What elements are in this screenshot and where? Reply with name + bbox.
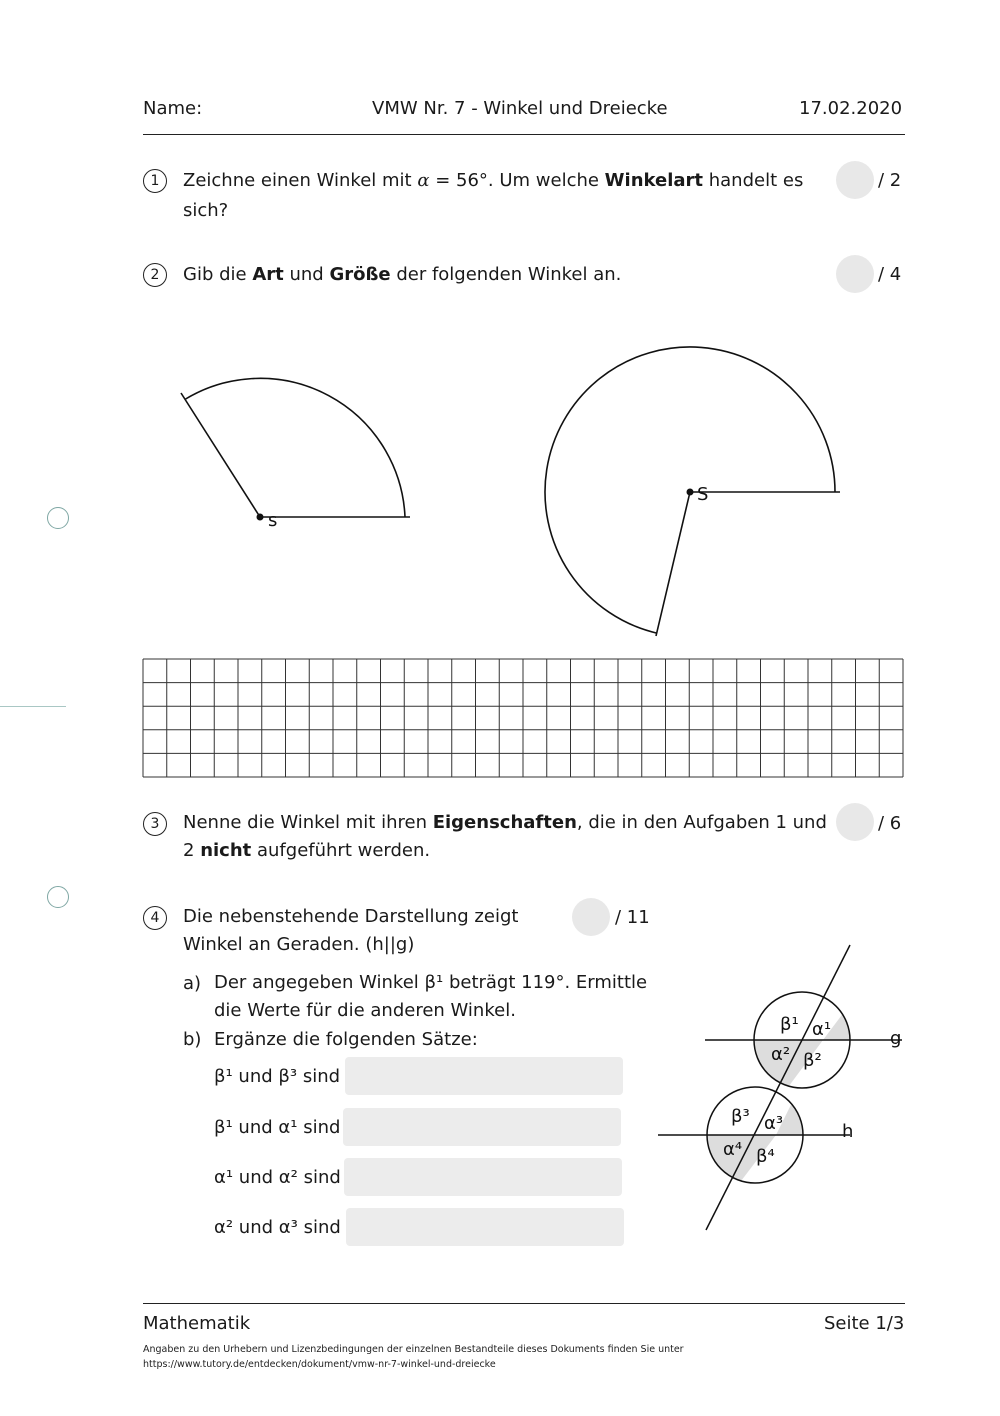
- sentence-2-answer-field[interactable]: [343, 1108, 621, 1146]
- label-beta2: β²: [803, 1050, 822, 1071]
- task4a-line1: Der angegeben Winkel β¹ beträgt 119°. Ermittle: [214, 972, 648, 993]
- task4a-label: a): [183, 973, 202, 994]
- name-label: Name:: [143, 98, 203, 119]
- task4a-line2: die Werte für die anderen Winkel.: [214, 1000, 516, 1021]
- worksheet-title: VMW Nr. 7 - Winkel und Dreiecke: [372, 98, 668, 119]
- task-number-4: 4: [143, 906, 167, 930]
- vertex-label-2: S: [697, 484, 709, 505]
- task3-line1-bold: Eigenschaften: [432, 812, 577, 833]
- worksheet-date: 17.02.2020: [799, 98, 903, 119]
- footer-subject: Mathematik: [143, 1313, 251, 1334]
- task-number-1: 1: [143, 169, 167, 193]
- task3-line1-post: , die in den Aufgaben 1 und: [576, 812, 827, 833]
- task2-post: der folgenden Winkel an.: [390, 264, 622, 285]
- task-number-2: 2: [143, 263, 167, 287]
- parallel-lines-figure: [650, 935, 920, 1235]
- label-line-g: g: [890, 1028, 902, 1049]
- transversal: [706, 945, 850, 1230]
- footer-page-number: Seite 1/3: [824, 1313, 905, 1334]
- task4-line2: Winkel an Geraden. (h||g): [183, 934, 415, 955]
- task4-intro: [183, 903, 518, 959]
- sentence-4-answer-field[interactable]: [346, 1208, 624, 1246]
- label-beta1: β¹: [780, 1014, 799, 1035]
- task3-line1-pre: Nenne die Winkel mit ihren: [183, 812, 433, 833]
- label-alpha1: α¹: [812, 1019, 832, 1040]
- task3-line2-bold: nicht: [200, 840, 252, 861]
- task3-text: [183, 809, 833, 865]
- vertex-point-1: [257, 514, 264, 521]
- vertex-label-1: s: [268, 510, 278, 531]
- sentence-1-text: β¹ und β³ sind: [214, 1066, 341, 1087]
- task1-line2: sich?: [183, 200, 229, 221]
- task2-pre: Gib die: [183, 264, 253, 285]
- task1-line1-post: handelt es: [703, 170, 804, 191]
- sentence-4-text: α² und α³ sind: [214, 1217, 341, 1238]
- label-beta3: β³: [731, 1106, 750, 1127]
- footer-rule: [143, 1303, 905, 1304]
- sentence-2-text: β¹ und α¹ sind: [214, 1117, 341, 1138]
- label-alpha3: α³: [764, 1113, 784, 1134]
- sentence-3-text: α¹ und α² sind: [214, 1167, 341, 1188]
- angle-figure-1: [181, 378, 410, 517]
- points-max-task3: / 6: [878, 813, 902, 834]
- task3-line2-pre: 2: [183, 840, 201, 861]
- label-alpha4: α⁴: [723, 1139, 743, 1160]
- points-field-task3[interactable]: [836, 803, 874, 841]
- task4b-label: b): [183, 1029, 202, 1050]
- points-max-task1: / 2: [878, 170, 902, 191]
- task2-bold2: Größe: [329, 264, 391, 285]
- points-max-task4: / 11: [615, 907, 650, 928]
- vertex-point-2: [687, 489, 694, 496]
- task4a-text: [214, 969, 647, 1025]
- sentence-3-answer-field[interactable]: [344, 1158, 622, 1196]
- task1-line1-pre: Zeichne einen Winkel mit: [183, 170, 418, 191]
- shaded-angle-alpha1: [823, 935, 902, 1040]
- task2-bold1: Art: [252, 264, 284, 285]
- task-number-3: 3: [143, 812, 167, 836]
- sentence-1-answer-field[interactable]: [345, 1057, 623, 1095]
- task4b-text: Ergänze die folgenden Sätze:: [214, 1029, 478, 1050]
- task1-line1-mid: = 56°. Um welche: [429, 170, 605, 191]
- task2-mid: und: [283, 264, 330, 285]
- punch-hole-bottom: [47, 886, 69, 908]
- task3-line2-post: aufgeführt werden.: [251, 840, 431, 861]
- footer-license-link[interactable]: https://www.tutory.de/entdecken/dokument/vmw-nr-7-winkel-und-dreiecke: [143, 1359, 496, 1370]
- task4-line1: Die nebenstehende Darstellung zeigt: [183, 906, 519, 927]
- label-line-h: h: [842, 1121, 854, 1142]
- footer-license-line1: Angaben zu den Urhebern und Lizenzbedingungen der einzelnen Bestandteile dieses Dokuments finden Sie unter: [143, 1344, 684, 1355]
- task1-alpha: α: [417, 170, 430, 191]
- answer-grid[interactable]: [142, 658, 906, 778]
- task1-line1-bold: Winkelart: [604, 170, 704, 191]
- label-beta4: β⁴: [756, 1146, 775, 1167]
- label-alpha2: α²: [771, 1044, 791, 1065]
- points-field-task4[interactable]: [572, 898, 610, 936]
- points-max-task2: / 4: [878, 264, 902, 285]
